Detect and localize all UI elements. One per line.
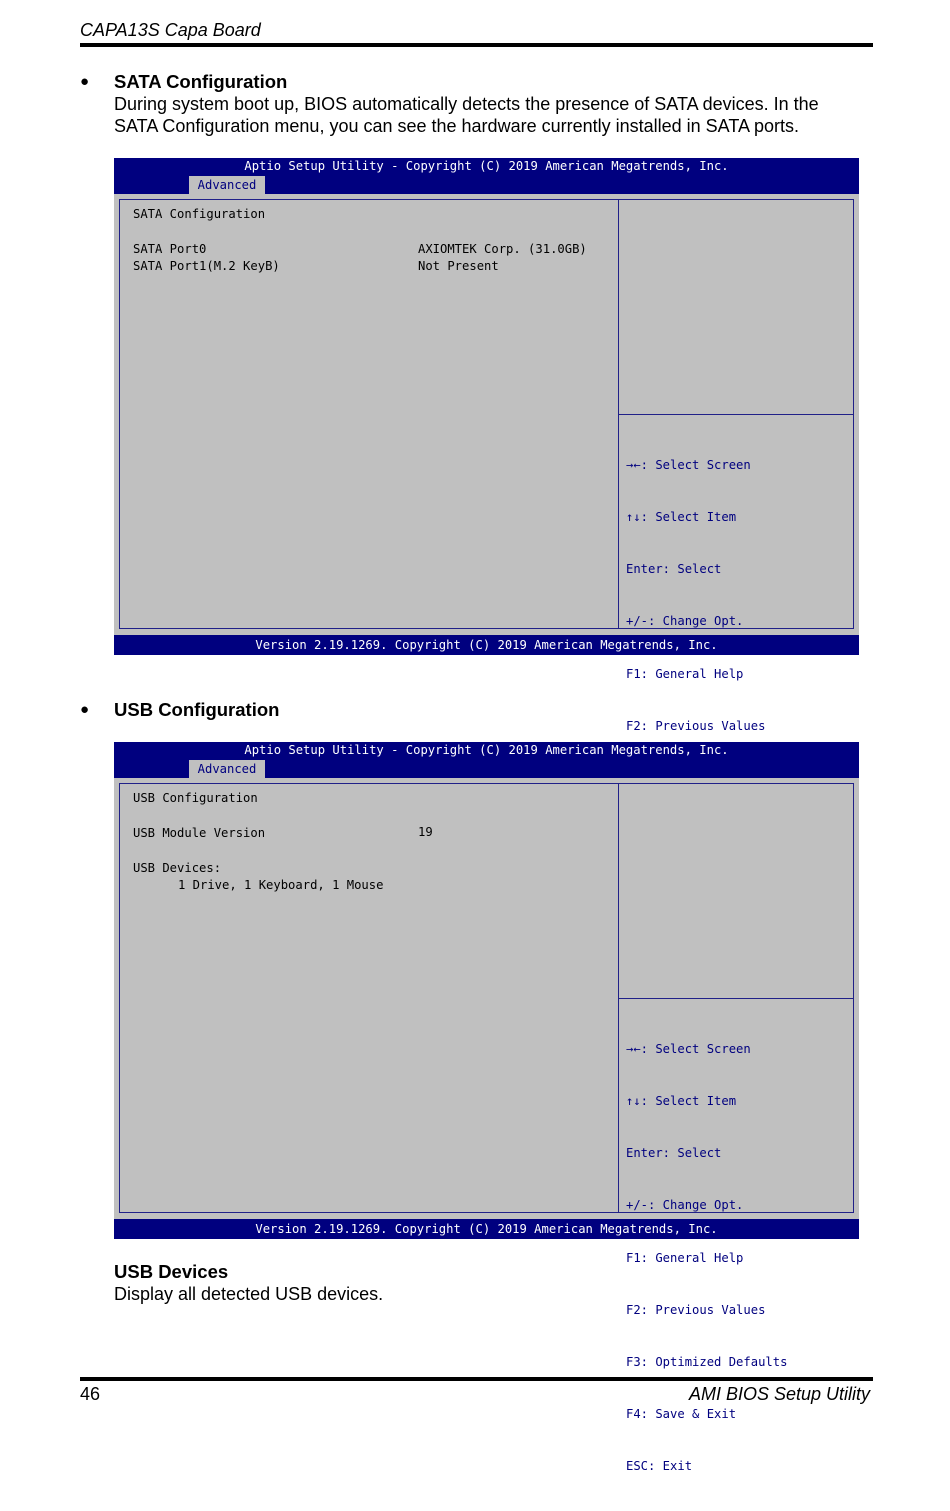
sata-port0-value: AXIOMTEK Corp. (31.0GB): [418, 242, 587, 256]
help-line: F3: Optimized Defaults: [626, 1355, 788, 1370]
help-line: +/-: Change Opt.: [626, 1198, 744, 1213]
help-line: ↑↓: Select Item: [626, 510, 737, 525]
bios-title-bar: [114, 158, 859, 194]
sata-heading: SATA Configuration: [114, 71, 288, 92]
sata-port0-label[interactable]: SATA Port0: [133, 242, 207, 256]
bios-title-bar: [114, 742, 859, 778]
usb-devices-description: Display all detected USB devices.: [114, 1284, 384, 1304]
bios-main-panel: [119, 783, 619, 1213]
usb-devices-value: 1 Drive, 1 Keyboard, 1 Mouse: [178, 878, 384, 892]
help-line: F2: Previous Values: [626, 718, 766, 733]
usb-module-version-value: 19: [418, 825, 433, 839]
sata-description-line1: During system boot up, BIOS automatically detects the presence of SATA devices. In the: [114, 94, 819, 114]
bios-section-title: SATA Configuration: [133, 207, 266, 221]
bullet-icon: ●: [80, 73, 90, 90]
help-line: F4: Save & Exit: [626, 1407, 737, 1422]
usb-heading: USB Configuration: [114, 699, 280, 720]
usb-module-version-label: USB Module Version: [133, 826, 266, 840]
bios-version-bar: Version 2.19.1269. Copyright (C) 2019 American Megatrends, Inc.: [114, 1219, 859, 1239]
bios-version-bar: Version 2.19.1269. Copyright (C) 2019 American Megatrends, Inc.: [114, 635, 859, 655]
help-line: +/-: Change Opt.: [626, 614, 744, 629]
tab-advanced[interactable]: Advanced: [189, 176, 265, 194]
page-number: 46: [80, 1384, 101, 1404]
bios-title: Aptio Setup Utility - Copyright (C) 2019 American Megatrends, Inc.: [244, 159, 729, 173]
page-header-title: CAPA13S Capa Board: [80, 20, 261, 40]
help-line: F2: Previous Values: [626, 1302, 766, 1317]
help-line: F1: General Help: [626, 666, 744, 681]
footer-title: AMI BIOS Setup Utility: [688, 1384, 870, 1404]
footer-rule: [80, 1377, 873, 1381]
sata-port1-label[interactable]: SATA Port1(M.2 KeyB): [133, 259, 280, 273]
help-line: Enter: Select: [626, 562, 722, 577]
bullet-icon: ●: [80, 701, 90, 718]
bios-help-panel: [619, 783, 854, 999]
help-line: →←: Select Screen: [626, 1041, 751, 1056]
bios-section-title: USB Configuration: [133, 791, 258, 805]
help-line: Enter: Select: [626, 1146, 722, 1161]
bios-key-help: [626, 1006, 787, 1511]
bios-help-panel: [619, 199, 854, 415]
usb-devices-heading: USB Devices: [114, 1261, 229, 1282]
help-line: ↑↓: Select Item: [626, 1094, 737, 1109]
help-line: ESC: Exit: [626, 1459, 693, 1474]
help-line: →←: Select Screen: [626, 457, 751, 472]
header-rule: [80, 43, 873, 47]
tab-advanced[interactable]: Advanced: [189, 760, 265, 778]
bios-title: Aptio Setup Utility - Copyright (C) 2019 American Megatrends, Inc.: [244, 743, 729, 757]
usb-devices-label: USB Devices:: [133, 861, 222, 875]
sata-description-line2: SATA Configuration menu, you can see the hardware currently installed in SATA ports.: [114, 116, 800, 136]
sata-port1-value: Not Present: [418, 259, 499, 273]
help-line: F1: General Help: [626, 1250, 744, 1265]
